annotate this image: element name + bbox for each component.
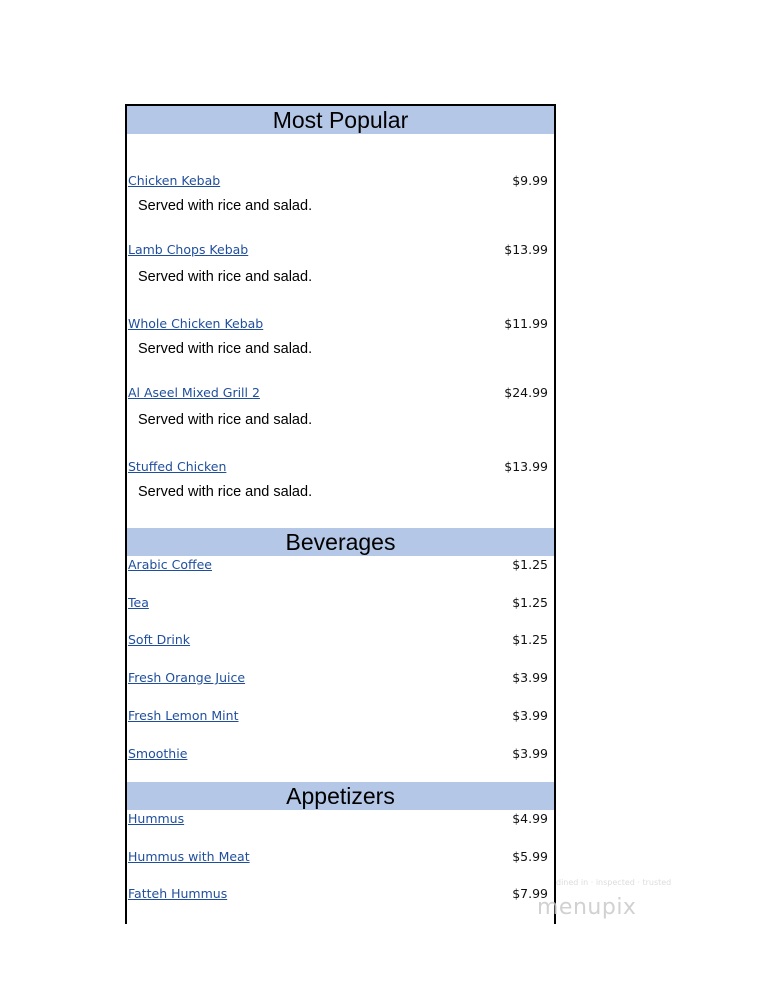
menu-item-price: $13.99 bbox=[504, 242, 548, 257]
menu-item-link[interactable]: Whole Chicken Kebab bbox=[128, 316, 264, 331]
menu-item-link[interactable]: Hummus bbox=[128, 811, 185, 826]
menu-item-description: Served with rice and salad. bbox=[138, 198, 313, 214]
menu-item-description: Served with rice and salad. bbox=[138, 484, 313, 500]
menu-item-price: $3.99 bbox=[512, 746, 548, 761]
menu-item-price: $4.99 bbox=[512, 811, 548, 826]
menu-item-price: $1.25 bbox=[512, 557, 548, 572]
menu-item-price: $13.99 bbox=[504, 459, 548, 474]
menu-item-link[interactable]: Fresh Orange Juice bbox=[128, 670, 246, 685]
menu-item-link[interactable]: Smoothie bbox=[128, 746, 188, 761]
watermark-tagline: dined in · inspected · trusted bbox=[556, 878, 672, 887]
menu-item-description: Served with rice and salad. bbox=[138, 412, 313, 428]
menu-item-price: $1.25 bbox=[512, 632, 548, 647]
menu-item-link[interactable]: Fresh Lemon Mint bbox=[128, 708, 239, 723]
menu-item-link[interactable]: Soft Drink bbox=[128, 632, 191, 647]
menu-item-price: $3.99 bbox=[512, 708, 548, 723]
menu-item-link[interactable]: Chicken Kebab bbox=[128, 173, 221, 188]
section-header-beverages: Beverages bbox=[127, 528, 554, 556]
menu-item-price: $11.99 bbox=[504, 316, 548, 331]
menu-item-price: $3.99 bbox=[512, 670, 548, 685]
menu-item-link[interactable]: Stuffed Chicken bbox=[128, 459, 227, 474]
menu-item-price: $5.99 bbox=[512, 849, 548, 864]
menu-item-price: $1.25 bbox=[512, 595, 548, 610]
section-header-most-popular: Most Popular bbox=[127, 106, 554, 134]
menu-item-price: $7.99 bbox=[512, 886, 548, 901]
menupix-watermark-logo: menupix bbox=[537, 895, 637, 920]
menu-item-link[interactable]: Fatteh Hummus bbox=[128, 886, 228, 901]
menu-item-link[interactable]: Arabic Coffee bbox=[128, 557, 212, 572]
menu-item-link[interactable]: Tea bbox=[128, 595, 149, 610]
menu-item-link[interactable]: Al Aseel Mixed Grill 2 bbox=[128, 385, 260, 400]
menu-item-description: Served with rice and salad. bbox=[138, 269, 313, 285]
menu-item-link[interactable]: Lamb Chops Kebab bbox=[128, 242, 249, 257]
menu-item-price: $9.99 bbox=[512, 173, 548, 188]
section-header-appetizers: Appetizers bbox=[127, 782, 554, 810]
menu-item-description: Served with rice and salad. bbox=[138, 341, 313, 357]
menu-item-link[interactable]: Hummus with Meat bbox=[128, 849, 250, 864]
menu-item-price: $24.99 bbox=[504, 385, 548, 400]
